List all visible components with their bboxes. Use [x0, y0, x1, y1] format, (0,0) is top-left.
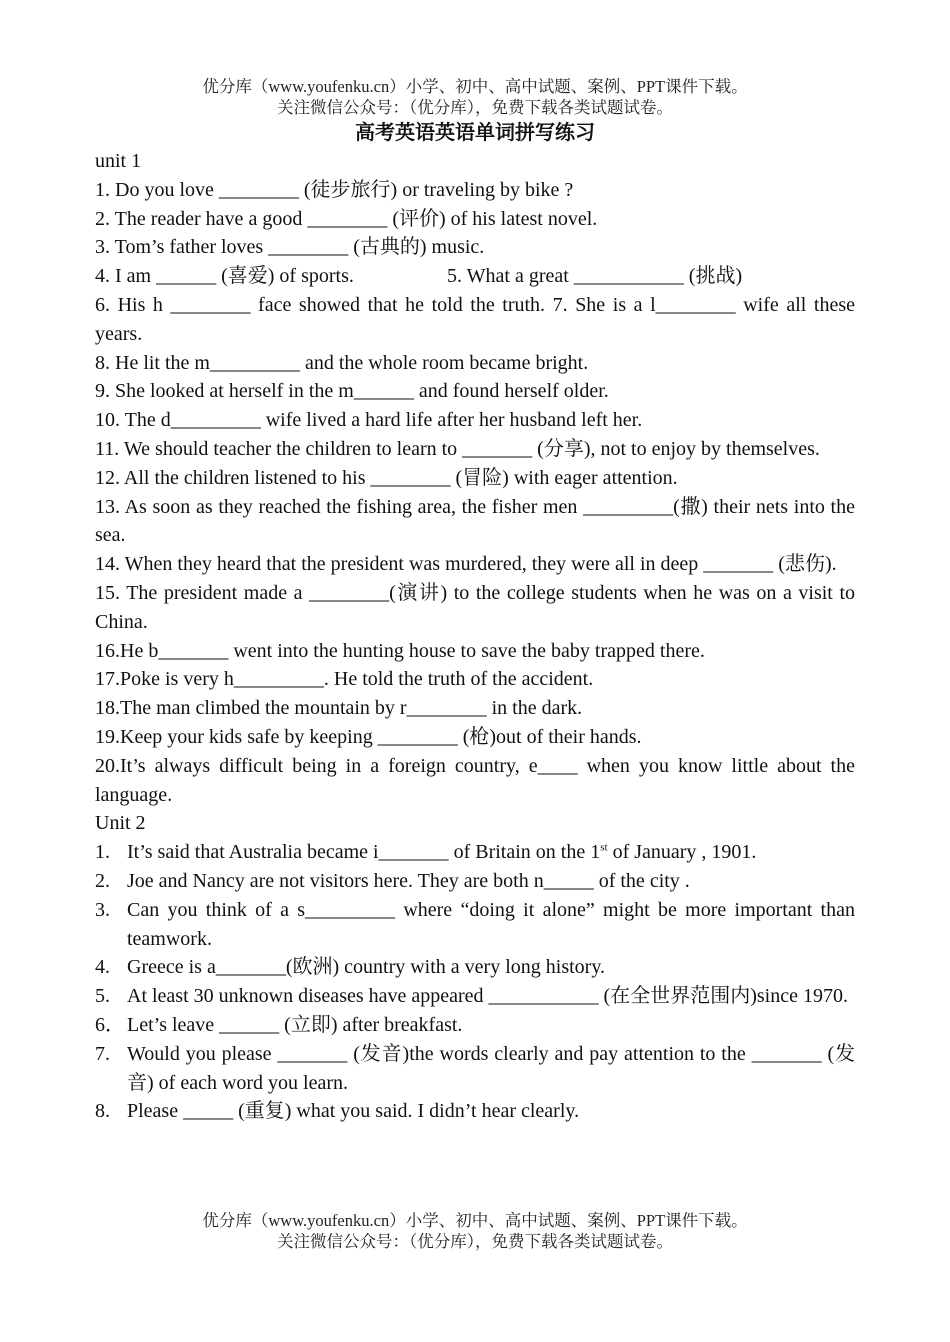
page-header — [0, 76, 950, 118]
item-text: Joe and Nancy are not visitors here. They are both n_____ of the city . — [127, 869, 690, 892]
question-13: 13. As soon as they reached the fishing area, the fisher men _________(撒) their nets into the sea. — [95, 495, 855, 547]
question-12: 12. All the children listened to his ________ (冒险) with eager attention. — [95, 466, 678, 489]
question-19: 19.Keep your kids safe by keeping ________ (枪)out of their hands. — [95, 725, 642, 748]
question-5: 5. What a great ___________ (挑战) — [447, 265, 743, 288]
unit-2-item — [95, 982, 855, 1011]
question-9: 9. She looked at herself in the m______ and found herself older. — [95, 380, 609, 403]
item-text: Would you please _______ (发音)the words clearly and pay attention to the _______ (发音) of each word you learn. — [127, 1042, 855, 1094]
item-text: Greece is a_______(欧洲) country with a very long history. — [127, 956, 606, 979]
unit-2-item — [95, 896, 855, 954]
question-2: 2. The reader have a good ________ (评价) of his latest novel. — [95, 207, 598, 230]
item-text: Can you think of a s_________ where “doing it alone” might be more important than teamwork. — [127, 898, 855, 950]
question-4: 4. I am ______ (喜爱) of sports. — [95, 265, 354, 288]
item-text: At least 30 unknown diseases have appeared ___________ (在全世界范围内)since 1970. — [127, 985, 848, 1008]
item-text-before: It’s said that Australia became i_______ of Britain on the 1 — [127, 841, 601, 864]
item-number: 5. — [95, 985, 110, 1008]
item-text — [127, 838, 855, 867]
question-4-5-row — [95, 262, 855, 291]
question-11: 11. We should teacher the children to learn to _______ (分享), not to enjoy by themselves. — [95, 437, 820, 460]
worksheet-body — [95, 147, 855, 1126]
item-number: 8. — [95, 1100, 110, 1123]
question-20: 20.It’s always difficult being in a foreign country, e____ when you know little about the language. — [95, 754, 855, 806]
header-line-1: 优分库（www.youfenku.cn）小学、初中、高中试题、案例、PPT课件下载。 — [202, 77, 748, 96]
item-number: 4. — [95, 956, 110, 979]
unit-2-item — [95, 1097, 855, 1126]
page-footer — [0, 1210, 950, 1252]
unit-2-item — [95, 1011, 855, 1040]
footer-line-1: 优分库（www.youfenku.cn）小学、初中、高中试题、案例、PPT课件下载。 — [202, 1211, 748, 1230]
question-10: 10. The d_________ wife lived a hard life after her husband left her. — [95, 409, 643, 432]
question-3: 3. Tom’s father loves ________ (古典的) music. — [95, 236, 485, 259]
unit-2-item — [95, 953, 855, 982]
page-title: 高考英语英语单词拼写练习 — [355, 122, 595, 144]
item-text: Please _____ (重复) what you said. I didn’t hear clearly. — [127, 1100, 580, 1123]
unit-2-heading: Unit 2 — [95, 812, 146, 835]
question-14: 14. When they heard that the president was murdered, they were all in deep _______ (悲伤). — [95, 553, 837, 576]
item-text-after: of January , 1901. — [607, 841, 757, 864]
question-1: 1. Do you love ________ (徒步旅行) or traveling by bike ? — [95, 178, 574, 201]
item-text: Let’s leave ______ (立即) after breakfast. — [127, 1013, 463, 1036]
footer-line-2: 关注微信公众号：（优分库），免费下载各类试题试卷。 — [277, 1232, 673, 1251]
question-18: 18.The man climbed the mountain by r________ in the dark. — [95, 697, 583, 720]
item-number: 2. — [95, 869, 110, 892]
item-number: 6． — [95, 1013, 125, 1036]
question-6-7: 6. His h ________ face showed that he told the truth. 7. She is a l________ wife all these years. — [95, 293, 855, 345]
header-line-2: 关注微信公众号：（优分库），免费下载各类试题试卷。 — [277, 98, 673, 117]
unit-1-heading: unit 1 — [95, 150, 142, 172]
item-number: 3. — [95, 898, 110, 921]
question-15: 15. The president made a ________(演讲) to the college students when he was on a visit to China. — [95, 581, 855, 633]
item-number: 7. — [95, 1042, 110, 1065]
unit-2-item — [95, 867, 855, 896]
unit-2-item — [95, 838, 855, 867]
item-number: 1. — [95, 841, 110, 864]
question-8: 8. He lit the m_________ and the whole room became bright. — [95, 351, 589, 374]
question-17: 17.Poke is very h_________. He told the truth of the accident. — [95, 668, 594, 691]
question-16: 16.He b_______ went into the hunting house to save the baby trapped there. — [95, 639, 705, 662]
unit-2-item — [95, 1040, 855, 1098]
ordinal-suffix: st — [600, 841, 608, 854]
